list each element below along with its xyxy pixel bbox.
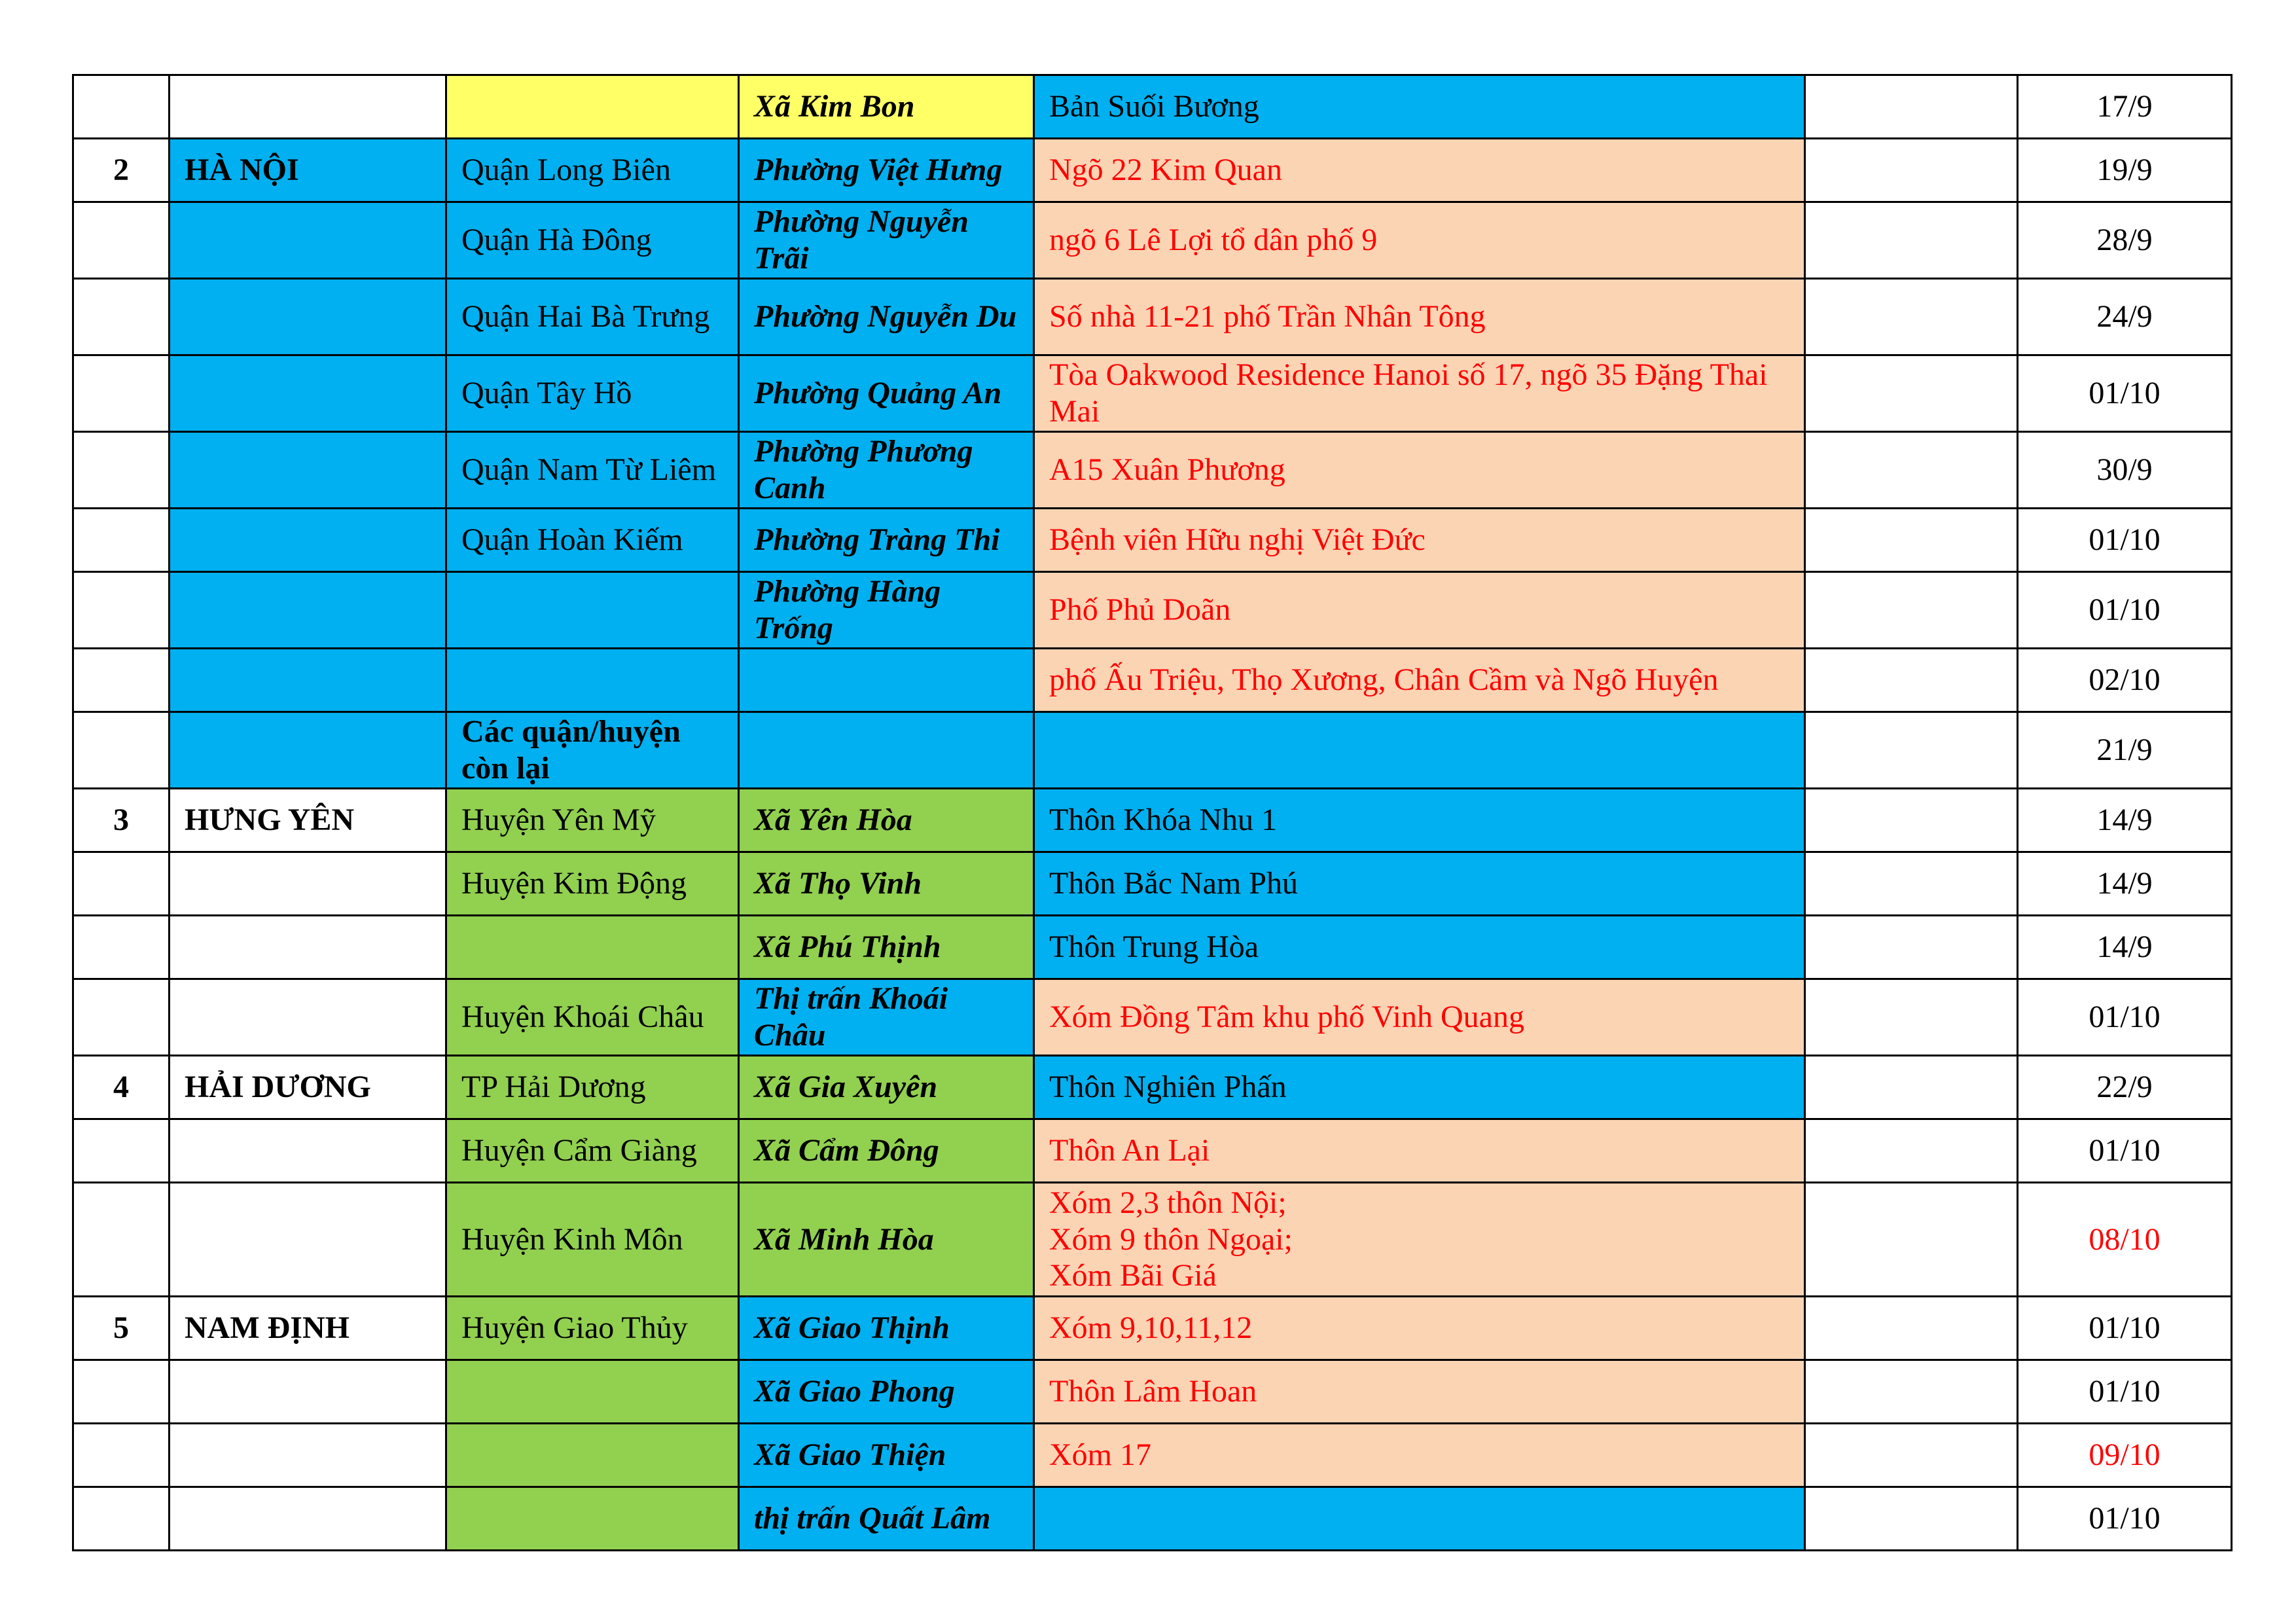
stt-cell xyxy=(73,979,170,1056)
location-cell: ngõ 6 Lê Lợi tổ dân phố 9 xyxy=(1034,202,1805,279)
blank-cell xyxy=(1805,649,2018,712)
province-cell xyxy=(170,1487,446,1551)
date-cell: 28/9 xyxy=(2018,202,2232,279)
location-cell: Xóm Đồng Tâm khu phố Vinh Quang xyxy=(1034,979,1805,1056)
date-cell: 01/10 xyxy=(2018,509,2232,572)
stt-cell xyxy=(73,572,170,649)
location-cell: Thôn Lâm Hoan xyxy=(1034,1360,1805,1424)
district-cell xyxy=(446,75,739,139)
province-cell: NAM ĐỊNH xyxy=(170,1297,446,1360)
ward-cell: Xã Yên Hòa xyxy=(739,789,1034,852)
blank-cell xyxy=(1805,572,2018,649)
ward-cell: Xã Minh Hòa xyxy=(739,1183,1034,1297)
blank-cell xyxy=(1805,202,2018,279)
location-cell: Tòa Oakwood Residence Hanoi số 17, ngõ 35 Đặng Thai Mai xyxy=(1034,355,1805,432)
province-cell: HƯNG YÊN xyxy=(170,789,446,852)
table-row xyxy=(73,572,2232,649)
ward-cell xyxy=(739,712,1034,789)
blank-cell xyxy=(1805,75,2018,139)
ward-cell: Phường Quảng An xyxy=(739,355,1034,432)
blank-cell xyxy=(1805,1183,2018,1297)
district-cell: Huyện Yên Mỹ xyxy=(446,789,739,852)
blank-cell xyxy=(1805,1119,2018,1183)
table-row xyxy=(73,75,2232,139)
district-cell: Quận Nam Từ Liêm xyxy=(446,432,739,509)
date-cell: 08/10 xyxy=(2018,1183,2232,1297)
stt-cell xyxy=(73,852,170,916)
district-cell xyxy=(446,1360,739,1424)
table-row xyxy=(73,1487,2232,1551)
district-cell xyxy=(446,1487,739,1551)
date-cell: 01/10 xyxy=(2018,1297,2232,1360)
stt-cell: 2 xyxy=(73,139,170,202)
table-row xyxy=(73,916,2232,979)
district-cell: TP Hải Dương xyxy=(446,1056,739,1119)
stt-cell: 4 xyxy=(73,1056,170,1119)
table-row xyxy=(73,712,2232,789)
ward-cell: Xã Giao Thịnh xyxy=(739,1297,1034,1360)
ward-cell: Xã Giao Thiện xyxy=(739,1424,1034,1487)
blank-cell xyxy=(1805,1487,2018,1551)
date-cell: 14/9 xyxy=(2018,789,2232,852)
stt-cell xyxy=(73,712,170,789)
location-cell: Ngõ 22 Kim Quan xyxy=(1034,139,1805,202)
stt-cell xyxy=(73,649,170,712)
location-cell: Thôn Bắc Nam Phú xyxy=(1034,852,1805,916)
date-cell: 17/9 xyxy=(2018,75,2232,139)
location-cell: Bệnh viên Hữu nghị Việt Đức xyxy=(1034,509,1805,572)
ward-cell: Phường Hàng Trống xyxy=(739,572,1034,649)
ward-cell: Thị trấn Khoái Châu xyxy=(739,979,1034,1056)
province-cell xyxy=(170,852,446,916)
ward-cell: Xã Gia Xuyên xyxy=(739,1056,1034,1119)
blank-cell xyxy=(1805,1056,2018,1119)
location-cell xyxy=(1034,1487,1805,1551)
location-cell: Số nhà 11-21 phố Trần Nhân Tông xyxy=(1034,279,1805,355)
stt-cell xyxy=(73,1119,170,1183)
ward-cell: Xã Giao Phong xyxy=(739,1360,1034,1424)
date-cell: 01/10 xyxy=(2018,1487,2232,1551)
table-row xyxy=(73,1183,2232,1297)
ward-cell: Phường Việt Hưng xyxy=(739,139,1034,202)
location-cell: phố Ấu Triệu, Thọ Xương, Chân Cầm và Ngõ Huyện xyxy=(1034,649,1805,712)
location-cell: A15 Xuân Phương xyxy=(1034,432,1805,509)
table-row xyxy=(73,1360,2232,1424)
stt-cell xyxy=(73,279,170,355)
date-cell: 01/10 xyxy=(2018,1360,2232,1424)
date-cell: 24/9 xyxy=(2018,279,2232,355)
location-cell: Thôn An Lại xyxy=(1034,1119,1805,1183)
date-cell: 19/9 xyxy=(2018,139,2232,202)
date-cell: 02/10 xyxy=(2018,649,2232,712)
location-cell: Xóm 17 xyxy=(1034,1424,1805,1487)
table-body xyxy=(73,75,2232,1551)
blank-cell xyxy=(1805,916,2018,979)
ward-cell: Phường Nguyễn Du xyxy=(739,279,1034,355)
stt-cell xyxy=(73,509,170,572)
ward-cell: Xã Cẩm Đông xyxy=(739,1119,1034,1183)
date-cell: 22/9 xyxy=(2018,1056,2232,1119)
blank-cell xyxy=(1805,1297,2018,1360)
outbreak-location-table xyxy=(72,74,2233,1551)
stt-cell xyxy=(73,75,170,139)
date-cell: 01/10 xyxy=(2018,572,2232,649)
stt-cell xyxy=(73,432,170,509)
table-row xyxy=(73,432,2232,509)
blank-cell xyxy=(1805,979,2018,1056)
location-cell: Thôn Khóa Nhu 1 xyxy=(1034,789,1805,852)
ward-cell: Phường Nguyễn Trãi xyxy=(739,202,1034,279)
province-cell xyxy=(170,355,446,432)
date-cell: 09/10 xyxy=(2018,1424,2232,1487)
district-cell: Huyện Khoái Châu xyxy=(446,979,739,1056)
ward-cell: Phường Tràng Thi xyxy=(739,509,1034,572)
ward-cell: Xã Kim Bon xyxy=(739,75,1034,139)
ward-cell xyxy=(739,649,1034,712)
blank-cell xyxy=(1805,1360,2018,1424)
district-cell: Huyện Giao Thủy xyxy=(446,1297,739,1360)
district-cell: Các quận/huyện còn lại xyxy=(446,712,739,789)
province-cell xyxy=(170,202,446,279)
stt-cell xyxy=(73,1183,170,1297)
table-row xyxy=(73,852,2232,916)
location-cell: Xóm 9,10,11,12 xyxy=(1034,1297,1805,1360)
blank-cell xyxy=(1805,712,2018,789)
stt-cell: 3 xyxy=(73,789,170,852)
ward-cell: Xã Thọ Vinh xyxy=(739,852,1034,916)
province-cell xyxy=(170,916,446,979)
table-row xyxy=(73,509,2232,572)
blank-cell xyxy=(1805,432,2018,509)
province-cell xyxy=(170,712,446,789)
district-cell: Huyện Kim Động xyxy=(446,852,739,916)
province-cell: HẢI DƯƠNG xyxy=(170,1056,446,1119)
province-cell xyxy=(170,572,446,649)
province-cell xyxy=(170,509,446,572)
district-cell xyxy=(446,572,739,649)
district-cell: Quận Hoàn Kiếm xyxy=(446,509,739,572)
province-cell xyxy=(170,279,446,355)
district-cell xyxy=(446,1424,739,1487)
date-cell: 14/9 xyxy=(2018,916,2232,979)
stt-cell xyxy=(73,1487,170,1551)
district-cell: Quận Hai Bà Trưng xyxy=(446,279,739,355)
blank-cell xyxy=(1805,139,2018,202)
table-row xyxy=(73,979,2232,1056)
district-cell: Huyện Kinh Môn xyxy=(446,1183,739,1297)
table-row xyxy=(73,1119,2232,1183)
date-cell: 01/10 xyxy=(2018,1119,2232,1183)
location-cell: Xóm 2,3 thôn Nội; Xóm 9 thôn Ngoại; Xóm Bãi Giá xyxy=(1034,1183,1805,1297)
stt-cell: 5 xyxy=(73,1297,170,1360)
date-cell: 01/10 xyxy=(2018,355,2232,432)
blank-cell xyxy=(1805,509,2018,572)
table-row xyxy=(73,1297,2232,1360)
location-cell: Phố Phủ Doãn xyxy=(1034,572,1805,649)
table-row xyxy=(73,279,2232,355)
province-cell xyxy=(170,75,446,139)
date-cell: 14/9 xyxy=(2018,852,2232,916)
district-cell: Huyện Cẩm Giàng xyxy=(446,1119,739,1183)
table-row xyxy=(73,1424,2232,1487)
table-row xyxy=(73,789,2232,852)
province-cell xyxy=(170,432,446,509)
blank-cell xyxy=(1805,1424,2018,1487)
table-row xyxy=(73,139,2232,202)
stt-cell xyxy=(73,916,170,979)
ward-cell: Xã Phú Thịnh xyxy=(739,916,1034,979)
date-cell: 30/9 xyxy=(2018,432,2232,509)
district-cell xyxy=(446,649,739,712)
table-row xyxy=(73,355,2232,432)
location-cell: Thôn Nghiên Phấn xyxy=(1034,1056,1805,1119)
stt-cell xyxy=(73,202,170,279)
blank-cell xyxy=(1805,789,2018,852)
ward-cell: thị trấn Quất Lâm xyxy=(739,1487,1034,1551)
district-cell: Quận Long Biên xyxy=(446,139,739,202)
location-cell xyxy=(1034,712,1805,789)
date-cell: 21/9 xyxy=(2018,712,2232,789)
table-row xyxy=(73,202,2232,279)
blank-cell xyxy=(1805,279,2018,355)
location-cell: Thôn Trung Hòa xyxy=(1034,916,1805,979)
table-row xyxy=(73,649,2232,712)
province-cell xyxy=(170,649,446,712)
stt-cell xyxy=(73,1424,170,1487)
stt-cell xyxy=(73,1360,170,1424)
district-cell xyxy=(446,916,739,979)
table-row xyxy=(73,1056,2232,1119)
province-cell xyxy=(170,1424,446,1487)
location-cell: Bản Suối Bương xyxy=(1034,75,1805,139)
blank-cell xyxy=(1805,852,2018,916)
province-cell: HÀ NỘI xyxy=(170,139,446,202)
district-cell: Quận Tây Hồ xyxy=(446,355,739,432)
district-cell: Quận Hà Đông xyxy=(446,202,739,279)
province-cell xyxy=(170,979,446,1056)
province-cell xyxy=(170,1119,446,1183)
date-cell: 01/10 xyxy=(2018,979,2232,1056)
stt-cell xyxy=(73,355,170,432)
ward-cell: Phường Phương Canh xyxy=(739,432,1034,509)
province-cell xyxy=(170,1360,446,1424)
blank-cell xyxy=(1805,355,2018,432)
province-cell xyxy=(170,1183,446,1297)
